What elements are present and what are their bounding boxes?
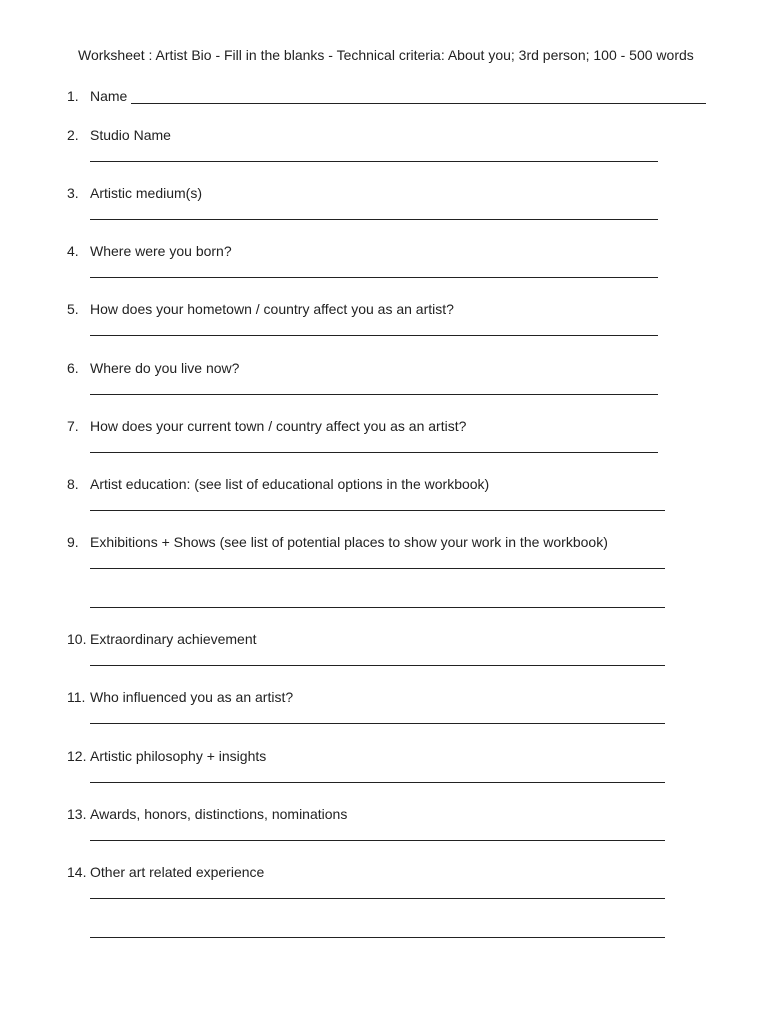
question-label: Where do you live now? bbox=[90, 360, 240, 376]
question-label: Name bbox=[90, 88, 128, 104]
question-label: Artistic philosophy + insights bbox=[90, 748, 267, 764]
answer-line[interactable] bbox=[90, 840, 665, 841]
question-number: 12. bbox=[67, 748, 87, 764]
question-number: 9. bbox=[67, 534, 79, 550]
question-number: 11. bbox=[67, 689, 86, 705]
question-label: How does your current town / country affect you as an artist? bbox=[90, 418, 467, 434]
question-number: 6. bbox=[67, 360, 79, 376]
question-label: Awards, honors, distinctions, nominations bbox=[90, 806, 348, 822]
question-number: 4. bbox=[67, 243, 79, 259]
answer-line[interactable] bbox=[90, 335, 658, 336]
answer-line[interactable] bbox=[90, 277, 658, 278]
question-number: 13. bbox=[67, 806, 87, 822]
question-label: Other art related experience bbox=[90, 864, 265, 880]
question-label: Artist education: (see list of educational options in the workbook) bbox=[90, 476, 490, 492]
question-number: 8. bbox=[67, 476, 79, 492]
answer-line[interactable] bbox=[90, 568, 665, 569]
question-label: Exhibitions + Shows (see list of potential places to show your work in the workbook) bbox=[90, 534, 608, 550]
answer-line[interactable] bbox=[90, 937, 665, 938]
answer-line[interactable] bbox=[90, 394, 658, 395]
question-label: Who influenced you as an artist? bbox=[90, 689, 294, 705]
question-number: 14. bbox=[67, 864, 87, 880]
question-number: 2. bbox=[67, 127, 79, 143]
answer-line[interactable] bbox=[90, 898, 665, 899]
answer-line[interactable] bbox=[90, 665, 665, 666]
question-number: 10. bbox=[67, 631, 87, 647]
answer-line-name[interactable] bbox=[131, 103, 706, 104]
answer-line[interactable] bbox=[90, 607, 665, 608]
question-label: Where were you born? bbox=[90, 243, 232, 259]
answer-line[interactable] bbox=[90, 452, 658, 453]
question-number: 1. bbox=[67, 88, 79, 104]
answer-line[interactable] bbox=[90, 782, 665, 783]
answer-line[interactable] bbox=[90, 219, 658, 220]
answer-line[interactable] bbox=[90, 723, 665, 724]
answer-line[interactable] bbox=[90, 510, 665, 511]
question-label: Artistic medium(s) bbox=[90, 185, 203, 201]
question-label: How does your hometown / country affect you as an artist? bbox=[90, 301, 454, 317]
question-label: Extraordinary achievement bbox=[90, 631, 257, 647]
question-number: 5. bbox=[67, 301, 79, 317]
answer-line[interactable] bbox=[90, 161, 658, 162]
question-number: 7. bbox=[67, 418, 79, 434]
question-label: Studio Name bbox=[90, 127, 171, 143]
worksheet-title: Worksheet : Artist Bio - Fill in the blanks - Technical criteria: About you; 3rd person; 100 - 500 words bbox=[78, 47, 694, 63]
question-number: 3. bbox=[67, 185, 79, 201]
